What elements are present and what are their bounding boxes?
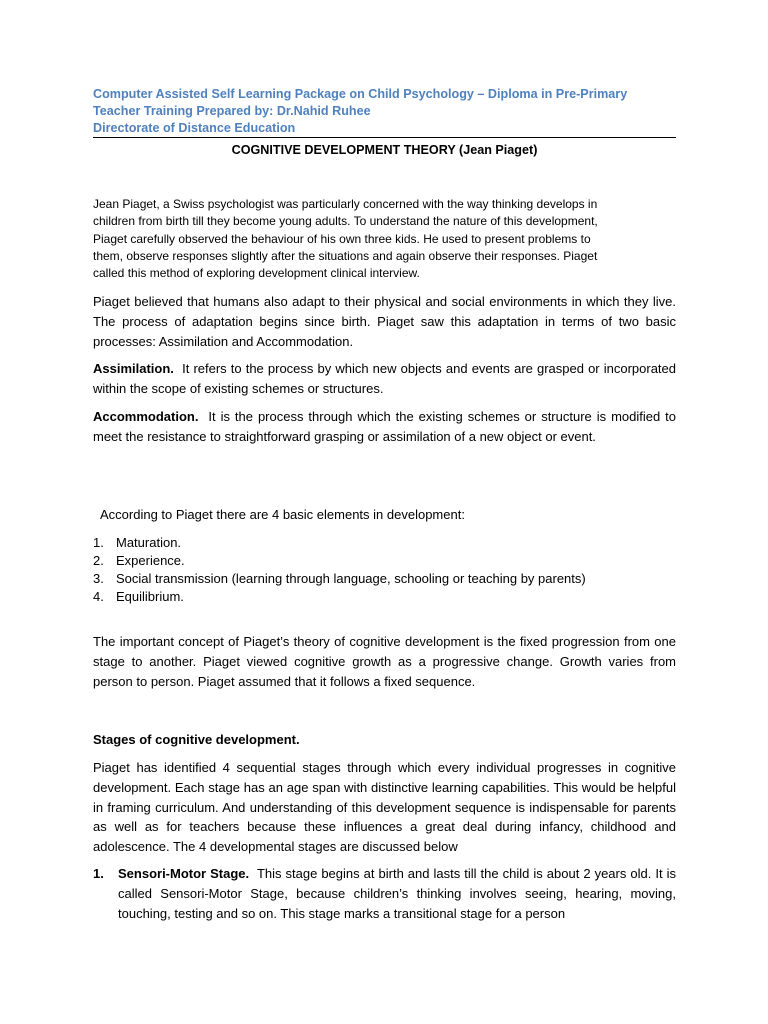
adaptation-paragraph: Piaget believed that humans also adapt to their physical and social environments in which they live. The process of adaptation begins since birth. Piaget saw this adaptation in terms of two basic processes: Assimilation and Accommodation. bbox=[93, 294, 676, 349]
intro-line-4: them, observe responses slightly after the situations and again observe their responses. Piaget bbox=[93, 248, 598, 263]
stage-1-item bbox=[93, 864, 676, 923]
accommodation-text: It is the process through which the existing schemes or structure is modified to meet the resistance to straightforward grasping or assimilation of a new object or event. bbox=[93, 409, 676, 444]
list-item bbox=[93, 588, 676, 606]
list-text: Maturation. bbox=[116, 535, 182, 550]
list-text: Social transmission (learning through language, schooling or teaching by parents) bbox=[116, 571, 586, 586]
intro-paragraph bbox=[93, 196, 676, 282]
stage-1-text: This stage begins at birth and lasts till the child is about 2 years old. It is called Sensori-Motor Stage, because children’s thinking involves seeing, hearing, moving, touching, testing and so on. This stage marks a transitional stage for a person bbox=[118, 866, 676, 921]
intro-line-2: children from birth till they become young adults. To understand the nature of this development, bbox=[93, 214, 598, 229]
list-number: 1. bbox=[93, 535, 104, 550]
list-number: 2. bbox=[93, 553, 104, 568]
elements-intro: According to Piaget there are 4 basic elements in development: bbox=[100, 507, 465, 522]
progression-paragraph: The important concept of Piaget’s theory of cognitive development is the fixed progression from one stage to another. Piaget viewed cognitive growth as a progressive change. Growth varies from person to person. Piaget assumed that it follows a fixed sequence. bbox=[93, 634, 676, 689]
stage-1-term: Sensori-Motor Stage. bbox=[118, 866, 250, 881]
header-line-1: Computer Assisted Self Learning Package on Child Psychology – Diploma in Pre-Primary bbox=[93, 87, 628, 101]
document-title: COGNITIVE DEVELOPMENT THEORY (Jean Piaget) bbox=[231, 143, 538, 157]
elements-list bbox=[93, 534, 676, 606]
assimilation-text: It refers to the process by which new objects and events are grasped or incorporated within the scope of existing schemes or structures. bbox=[93, 361, 676, 396]
list-text: Equilibrium. bbox=[116, 589, 184, 604]
accommodation-paragraph bbox=[93, 407, 676, 447]
assimilation-term: Assimilation. bbox=[93, 361, 174, 376]
list-item bbox=[93, 534, 676, 552]
accommodation-term: Accommodation. bbox=[93, 409, 199, 424]
header-line-2: Teacher Training Prepared by: Dr.Nahid Ruhee bbox=[93, 104, 371, 118]
stages-heading: Stages of cognitive development. bbox=[93, 732, 300, 747]
intro-line-5: called this method of exploring development clinical interview. bbox=[93, 266, 420, 281]
list-item bbox=[93, 552, 676, 570]
header-line-3: Directorate of Distance Education bbox=[93, 121, 296, 135]
intro-line-1: Jean Piaget, a Swiss psychologist was particularly concerned with the way thinking develops in bbox=[93, 197, 598, 211]
list-number: 4. bbox=[93, 589, 104, 604]
stage-1-number: 1. bbox=[93, 866, 104, 881]
header-divider bbox=[93, 137, 676, 138]
list-number: 3. bbox=[93, 571, 104, 586]
stages-paragraph: Piaget has identified 4 sequential stages through which every individual progresses in cognitive development. Each stage has an age span with distinctive learning capabilities. This would be helpful in framing curriculum. And understanding of this development sequence is indispensable for parents as well as for teachers because these influences a great deal during infancy, childhood and adolescence. The 4 developmental stages are discussed below bbox=[93, 760, 676, 855]
list-text: Experience. bbox=[116, 553, 185, 568]
list-item bbox=[93, 570, 676, 588]
intro-line-3: Piaget carefully observed the behaviour of his own three kids. He used to present problems to bbox=[93, 231, 591, 246]
document-header bbox=[93, 86, 679, 137]
assimilation-paragraph bbox=[93, 359, 676, 399]
stage-1-body bbox=[118, 864, 676, 923]
